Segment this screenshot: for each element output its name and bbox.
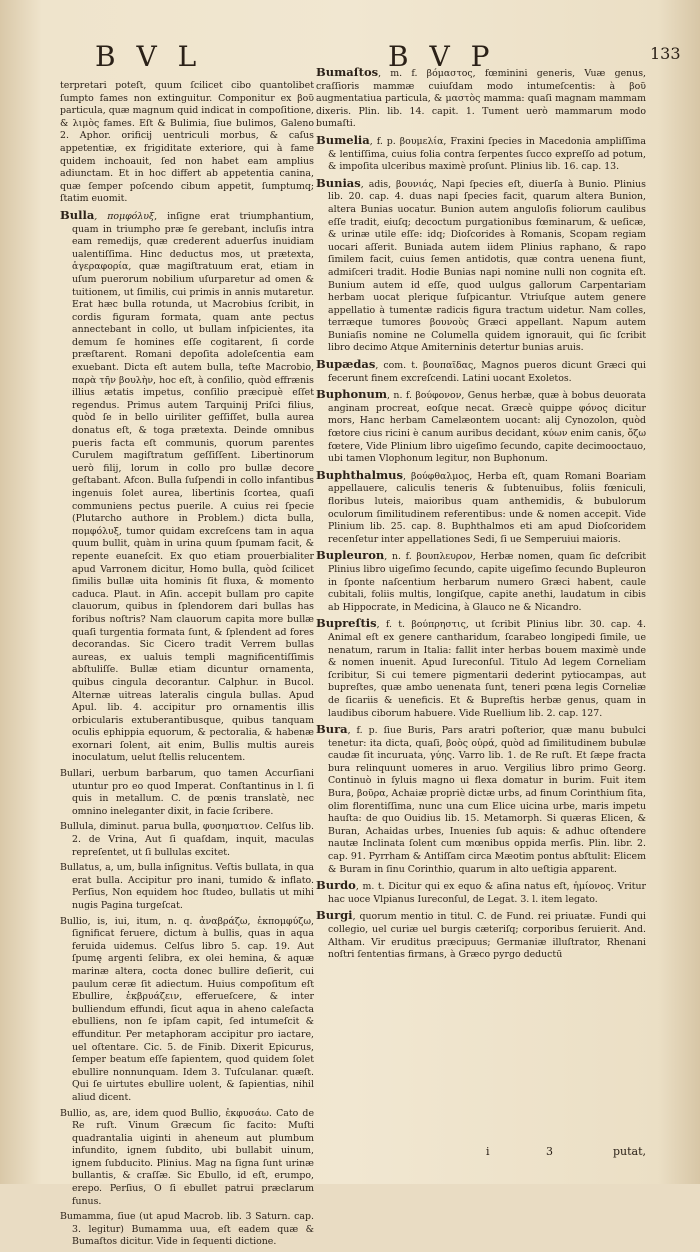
dictionary-entry [316, 549, 646, 614]
entry-text: Bullula, diminut. parua bulla, φυσηματιον. Celſus lib. 2. de Vrina, Aut ſi quaſdam, inquit, maculas repreſentet, ut ſi bullulas excitet. [60, 821, 314, 858]
dictionary-entry [60, 1211, 314, 1249]
entry-text: , n. f. βούφονον, Genus herbæ, quæ à bobus deuorata anginam procreat, eoſque necat. Græcè quippe φόνος dicitur mors, Hanc herbam Camelæontem uocant: alij Cynozolon, quòd fœtore cius ricini è canum auribus decidant, κύων enim canis, ὄζω fœtere, Vide Plinium libro uigeſimo ſecundo, capite decimooctauo, ubi tamen Vlophonum legitur, non Buphonum. [328, 390, 646, 465]
dictionary-entry [316, 134, 646, 174]
dictionary-entry [60, 821, 314, 859]
entry-headword: Bumaſtos [316, 65, 379, 79]
page-footer [316, 1145, 646, 1161]
right-column [316, 66, 646, 965]
entry-text: , f. p. ſiue Buris, Pars aratri poſterior, quæ manu bubulci tenetur: ita dicta, quaſi, βοὸς οὐρά, quòd ad ſimilitudinem bubulæ caudæ ſit incuruata, γύης. Varro lib. 1. de Re ruſt. Et ſæpe fracta bura relinquunt uomeres in aruo. Vergilius libro primo Georg. Continuò in ſyluis magno ui flexa domatur in burim. Fuit item Bura, βοῦρα, Achaiæ propriè dictæ urbs, ad finum Corinthium ſita, olim florentiſſima, nunc una cum Elice uicina urbe, maris impetu hauſta: de quo Ouidius lib. 15. Metamorph. Si quæras Elicen, & Buran, Achaidas urbes, Inuenies ſub aquis: & adhuc oſtendere nautæ Inclinata ſolent cum mœnibus oppida merſis. Plin. libr. 2. cap. 91. Pyrrham & Antiſſam circa Mæotim pontus abſtulit: Elicem & Buram in ſinu Corinthio, quarum in alto ueſtigia apparent. [328, 725, 646, 875]
left-running-head: B V L [95, 40, 203, 73]
entry-text: , m. t. Dicitur qui ex equo & aſina natus eſt, ἡμίονος. Vritur hac uoce Vlpianus Iureconſul, de Legat. 3. l. item legato. [328, 881, 646, 905]
entry-text: , adis, βουνιάς, Napi ſpecies eſt, diuerſa à Bunio. Plinius lib. 20. cap. 4. duas napi ſpecies facit, quarum altera Bunion, altera Bunias uocatur. Bunion autem anguloſis foliorum caulibus eſſe tradit, eiuſq; decoctum purgationibus fœminarum, & ueſicæ, & urinæ utile eſſe: idq; Dioſcorides à Romanis, Scopam regiam uocari aſſerit. Buniada autem iidem Plinius raphano, & rapo ſimilem facit, cuius ſemen antidotis, quæ contra uenena fiunt, admiſceri tradit. Hodie Bunias napi nomine nulli non cognita eſt. Bunium autem id eſſe, quod uulgus gallorum Carpentariam herbam uocat plerique ſuſpicantur. Vtriuſque autem genere appellatio à tumentæ radicis figura tractum uidetur. Nam colles, terræque tumores βουνοὺς Græci appellant. Napum autem Buniaſis nomine ne Columella quidem ignorauit, qui ſic ſcribit libro decimo Atque Amiterninis detertur bunias aruis. [328, 178, 646, 354]
dictionary-entry [316, 358, 646, 385]
left-column [60, 80, 314, 1252]
entry-text: , n. f. βουπλευρον, Herbæ nomen, quam ſic deſcribit Plinius libro uigeſimo ſecundo, capite uigeſimo ſecundo Bupleuron in ſponte naſcentium herbarum numero Græci habent, caule cubitali, foliis multis, longiſque, capite anethi, laudatum in cibis ab Hippocrate, in Medicina, à Glauco ne & Nicandro. [328, 551, 646, 613]
entry-text: Bullatus, a, um, bulla inſignitus. Veſtis bullata, in qua erat bulla. Accipitur pro inani, tumido & inflato. Perſius, Non equidem hoc ſtudeo, bullatis ut mihi nugis Pagina turgeſcat. [60, 862, 314, 911]
entry-text: , f. t. βούπρηστις, ut ſcribit Plinius libr. 30. cap. 4. Animal eſt ex genere cantharidum, ſcarabeo longipedi ſimile, ue nenatum, rarum in Italia: fallit inter herbas bouem maximè unde & nomen inuenit. Apud Iureconſul. Titulo Ad legem Corneliam ſcribitur, Si cui temere pigmentarii dederint pytiocampas, aut bupreſtes, quæ ambo uenenata ſunt, teneri pœna legis Corneliæ de ſicariis & ueneficis. Et & Bupreſtis herbæ genus, quam in laudibus ciborum habuere. Vide Ruellium lib. 2. cap. 127. [328, 619, 646, 719]
signature-mark: i [486, 1145, 490, 1158]
signature-number: 3 [546, 1145, 553, 1158]
dictionary-entry [316, 388, 646, 466]
dictionary-entry [316, 617, 646, 720]
entry-text: , f. p. βουμελία, Fraxini ſpecies in Macedonia ampliſſima & lentiſſima, cuius folia contra ſerpentes ſucco expreſſo ad potum, & impoſita ulceribus maximè proſunt. Plinius lib. 16. cap. 13. [328, 135, 646, 173]
entry-headword: Burdo [316, 878, 356, 893]
dictionary-entry [316, 879, 646, 906]
entry-text: terpretari poteſt, quum ſcilicet cibo quantolibet ſumpto fames non extinguitur. Componitur ex βοῦ particula, quæ magnum quid indicat in compoſitione, & λιμὸς fames. Eſt & Bulimia, ſiue bulimos, Galeno 2. Aphor. orificij uentriculi morbus, & caſus appetentiæ, ex frigiditate exteriore, qui à fame quidem inchoauit, ſed non habet eam amplius adiunctam. Et in hoc differt ab appetentia canina, quæ ſemper poſcendo cibum appetit, ſumptumq; ſtatim euomit. [60, 80, 314, 205]
dictionary-entry [316, 723, 646, 876]
entry-text: Bullio, as, are, idem quod Bullio, ἐκφυσάω. Cato de Re ruſt. Vinum Græcum ſic facito: Muſti quadrantalia uiginti in aheneum aut plumbum infundito, ignem ſubdito, ubi bullabit uinum, ignem ſubducito. Plinius. Mag na ſigna ſunt urinæ bullantis, & craſſæ. Sic Ebullo, id eſt, erumpo, erepo. Perſius, O ſi ebullet patrui præclarum funus. [60, 1107, 314, 1207]
dictionary-entry [60, 80, 314, 206]
entry-headword: Bupædas [316, 357, 376, 372]
entry-text: , m. f. βόμαστος, fœminini generis, Vuæ genus, craſſioris mammæ cuiuſdam modo intumeſcentis: à βοῦ augmentatiua particula, & μαστὸς mamma: quaſi magnam mammam dixeris. Plin. lib. 14. capit. 1. Tument uerò mammarum modo bumaſti. [316, 68, 646, 130]
dictionary-entry [316, 66, 646, 131]
entry-text: , quorum mentio in titul. C. de Fund. rei priuatæ. Fundi qui collegio, uel curiæ uel burgis cæteriſq; corporibus ſeruierit. And. Altham. Vir eruditus præcipuus; Germaniæ illuſtrator, Rhenani noſtri ſententias firmans, à Græco pyrgo deductū [328, 911, 646, 961]
right-running-head: B V P [388, 40, 496, 73]
entry-text: Bumamma, ſiue (ut apud Macrob. lib. 3 Saturn. cap. 3. legitur) Bumamma uua, eſt eadem quæ & Bumaſtos dicitur. Vide in ſequenti dictione. [60, 1211, 314, 1248]
entry-headword: Bura [316, 722, 348, 737]
entry-greek: , πομφόλυξ [94, 210, 155, 222]
dictionary-entry [316, 177, 646, 355]
entry-headword: Bunias [316, 175, 361, 190]
dictionary-entry [60, 916, 314, 1105]
entry-headword: Burgi [316, 908, 353, 923]
entry-headword: Bupleuron [316, 548, 385, 563]
dictionary-entry [60, 1108, 314, 1209]
entry-text: , inſigne erat triumphantium, quam in triumpho præ ſe gerebant, incluſis intra eam remedijs, quæ crederent aduerſus inuidiam ualentiſſima. Hinc deductus mos, ut prætexta, ἁγεραφορία, quæ magiſtratuum erat, etiam in uſum puerorum nobilium uſurparetur ad omen & tuitionem, ut ſimilis, cui primis in annis mutaretur. Erat hæc bulla rotunda, ut Macrobius ſcribit, in cordis figuram formata, quam ante pectus annectebant in collo, ut bullam inſpicientes, ita demum ſe homines eſſe cogitarent, ſi corde præſtarent. Romani depoſita adoleſcentia eam exuebant. Dicta eſt autem bulla, teſte Macrobio, παρὰ τῆν βουλὴν, hoc eſt, à conſilio, quòd effrænis illius ætatis impetus, conſilio præcipuè eſſet regendus. Primus autem Tarquinij Priſci filius, quòd ſe in bello uiriliter geſſiſſet, bulla aurea donatus eſt, & toga prætexta. Deinde omnibus pueris facta eſt communis, quorum parentes Curulem magiſtratum geſſiſſent. Libertinorum uerò filij, lorum in collo pro bullæ decore geſtabant. Afcon. Bulla ſuſpendi in collo infantibus ingenuis ſolet aurea, libertinis ſcortea, quaſi communiens pectus puerile. A cuius rei ſpecie (Plutarcho authore in Problem.) dicta bulla, πομφόλυξ, tumor quidam excreſcens tam in aqua quum bullit, quàm in urina quum ſpumam facit, & repente euaneſcit. Ex quo etiam prouerbialiter apud Varronem dicitur, Homo bulla, quòd ſcilicet ſimilis bullæ uita hominis ſit fluxa, & momento caduca. Plaut. in Aſin. accepit bullam pro capite clauorum, quibus in ſplendorem dari bullas has foribus noſtris? Nam clauorum capita more bullæ quaſi turgentia formata ſunt, & ſplendent ad fores decorandas. Sic Cicero tradit Verrem bullas aureas, ex ualuis templi magnificentiſſimis abſtuliſſe. Bullæ etiam dicuntur ornamenta, quibus cingula decorantur. Calphur. in Bucol. Alternæ uitreas lateralis cingula bullas. Apud Apul. lib. 4. accipitur pro ornamentis illis orbicularis extuberantibusque, quibus tanquam oculis ephippia equorum, & pectoralia, & habenæ exornari ſolent, ait enim, Bullis multis aureis inoculatum, uelut ſtellis relucentem. [72, 210, 314, 764]
entry-headword: Bupreſtis [316, 616, 377, 631]
dictionary-entry [60, 209, 314, 765]
dictionary-entry [316, 469, 646, 547]
entry-headword: Buphthalmus [316, 467, 403, 482]
entry-headword: Bulla [60, 207, 95, 222]
page-number: 133 [650, 44, 681, 63]
entry-text: , com. t. βουπαῖδας, Magnos pueros dicunt Græci qui fecerunt finem excreſcendi. Latini uocant Exoletos. [328, 360, 646, 384]
dictionary-entry [316, 909, 646, 961]
entry-text: Bullari, uerbum barbarum, quo tamen Accurſiani utuntur pro eo quod Imperat. Conſtantinus in l. ſi quis in metallum. C. de pœnis translatè, nec omnino ineleganter dixit, in facie ſcribere. [60, 768, 314, 817]
dictionary-entry [60, 768, 314, 818]
entry-text: , βούφθαλμος, Herba eſt, quam Romani Boariam appellauere, caliculis teneris & ſubtenuibus, foliis fœniculi, floribus luteis, maioribus quam anthemidis, & bubulorum oculorum ſimilitudinem referentibus: unde & nomen accepit. Vide Plinium lib. 25. cap. 8. Buphthalmos eti am apud Dioſcoridem recenſetur inter appellationes Sedi, ſi ue Semperuiui maioris. [328, 470, 646, 545]
entry-headword: Buphonum [316, 387, 388, 402]
dictionary-entry [60, 862, 314, 912]
entry-headword: Bumelia [316, 132, 370, 147]
entry-text: Bullio, is, iui, itum, n. q. ἀναβράζω, ἐκπομφύζω, ſignificat feruere, dictum à bullis, quas in aqua feruida uidemus. Celſus libro 5. cap. 19. Aut ſpumę argenti ſelibra, ex olei hemina, & aquæ marinæ altera, cocta donec bullire deſierit, cui paulum ceræ ſit adiectum. Huius compoſitum eſt Ebullire, ἐκβρυάζειν, efferueſcere, & inter bulliendum effundi, ſicut aqua in aheno caleſacta ebulliens, non ſe ipſam capit, ſed intumeſcit & effunditur. Per metaphoram accipitur pro iactare, uel oſtentare. Cic. 5. de Finib. Dixerit Epicurus, ſemper beatum eſſe ſapientem, quod quidem ſolet ebullire nonnunquam. Idem 3. Tuſculanar. quæſt. Qui ſe uirtutes ebullire uolent, & ſapientias, nihil aliud dicent. [60, 915, 314, 1103]
catchword: putat, [612, 1145, 646, 1158]
